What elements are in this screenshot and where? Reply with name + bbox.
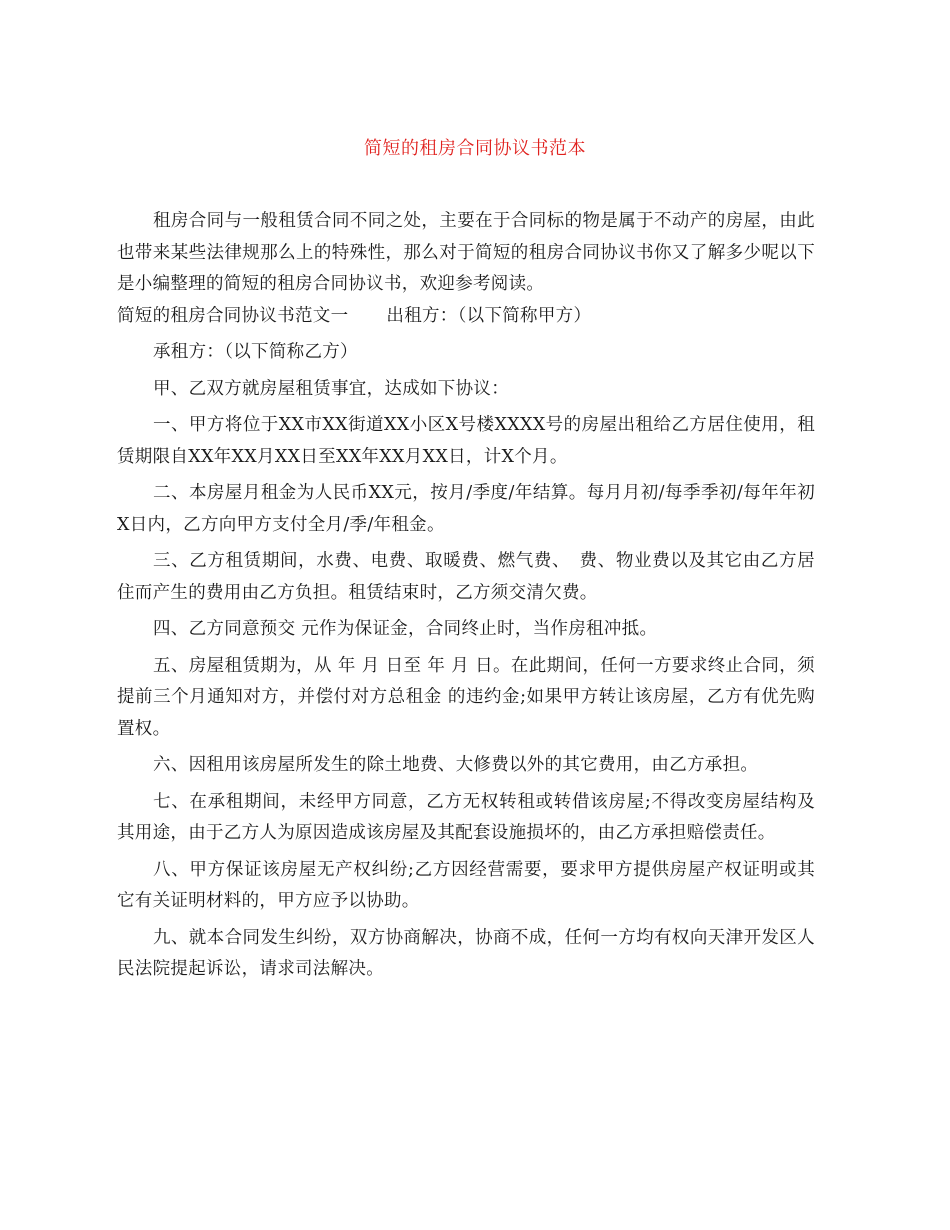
clause-2: 二、本房屋月租金为人民币XX元，按月/季度/年结算。每月月初/每季季初/每年年初X日内，乙方向甲方支付全月/季/年租金。 xyxy=(117,483,815,535)
intro-paragraph: 租房合同与一般租赁合同不同之处，主要在于合同标的物是属于不动产的房屋，由此也带来某些法律规那么上的特殊性，那么对于简短的租房合同协议书你又了解多少呢以下是小编整理的简短的租房合同协议书，欢迎参考阅读。 xyxy=(117,211,815,294)
clause-4: 四、乙方同意预交 元作为保证金，合同终止时，当作房租冲抵。 xyxy=(153,619,658,639)
clause-1: 一、甲方将位于XX市XX街道XX小区X号楼XXXX号的房屋出租给乙方居住使用，租赁期限自XX年XX月XX日至XX年XX月XX日，计X个月。 xyxy=(117,415,815,467)
clause-8: 八、甲方保证该房屋无产权纠纷;乙方因经营需要，要求甲方提供房屋产权证明或其它有关证明材料的，甲方应予以协助。 xyxy=(117,859,815,911)
clause-9: 九、就本合同发生纠纷，双方协商解决，协商不成，任何一方均有权向天津开发区人民法院提起诉讼，请求司法解决。 xyxy=(117,927,815,979)
document-title: 简短的租房合同协议书范本 xyxy=(364,138,586,159)
document-body xyxy=(117,206,815,986)
lessor-line: 出租方：（以下简称甲方） xyxy=(386,305,592,326)
clause-5: 五、房屋租赁期为，从 年 月 日至 年 月 日。在此期间，任何一方要求终止合同，须提前三个月通知对方，并偿付对方总租金 的违约金;如果甲方转让该房屋，乙方有优先购置权。 xyxy=(117,655,815,739)
section-heading: 简短的租房合同协议书范文一 xyxy=(117,305,349,326)
clause-6: 六、因租用该房屋所发生的除土地费、大修费以外的其它费用，由乙方承担。 xyxy=(153,755,759,775)
lessee-line: 承租方：（以下简称乙方） xyxy=(153,342,358,362)
agreement-lead: 甲、乙双方就房屋租赁事宜，达成如下协议： xyxy=(153,378,509,399)
clause-3: 三、乙方租赁期间，水费、电费、取暖费、燃气费、 费、物业费以及其它由乙方居住而产生的费用由乙方负担。租赁结束时，乙方须交清欠费。 xyxy=(117,551,815,603)
section-heading-line xyxy=(117,301,815,333)
clause-7: 七、在承租期间，未经甲方同意，乙方无权转租或转借该房屋;不得改变房屋结构及其用途，由于乙方人为原因造成该房屋及其配套设施损坏的，由乙方承担赔偿责任。 xyxy=(117,791,815,843)
